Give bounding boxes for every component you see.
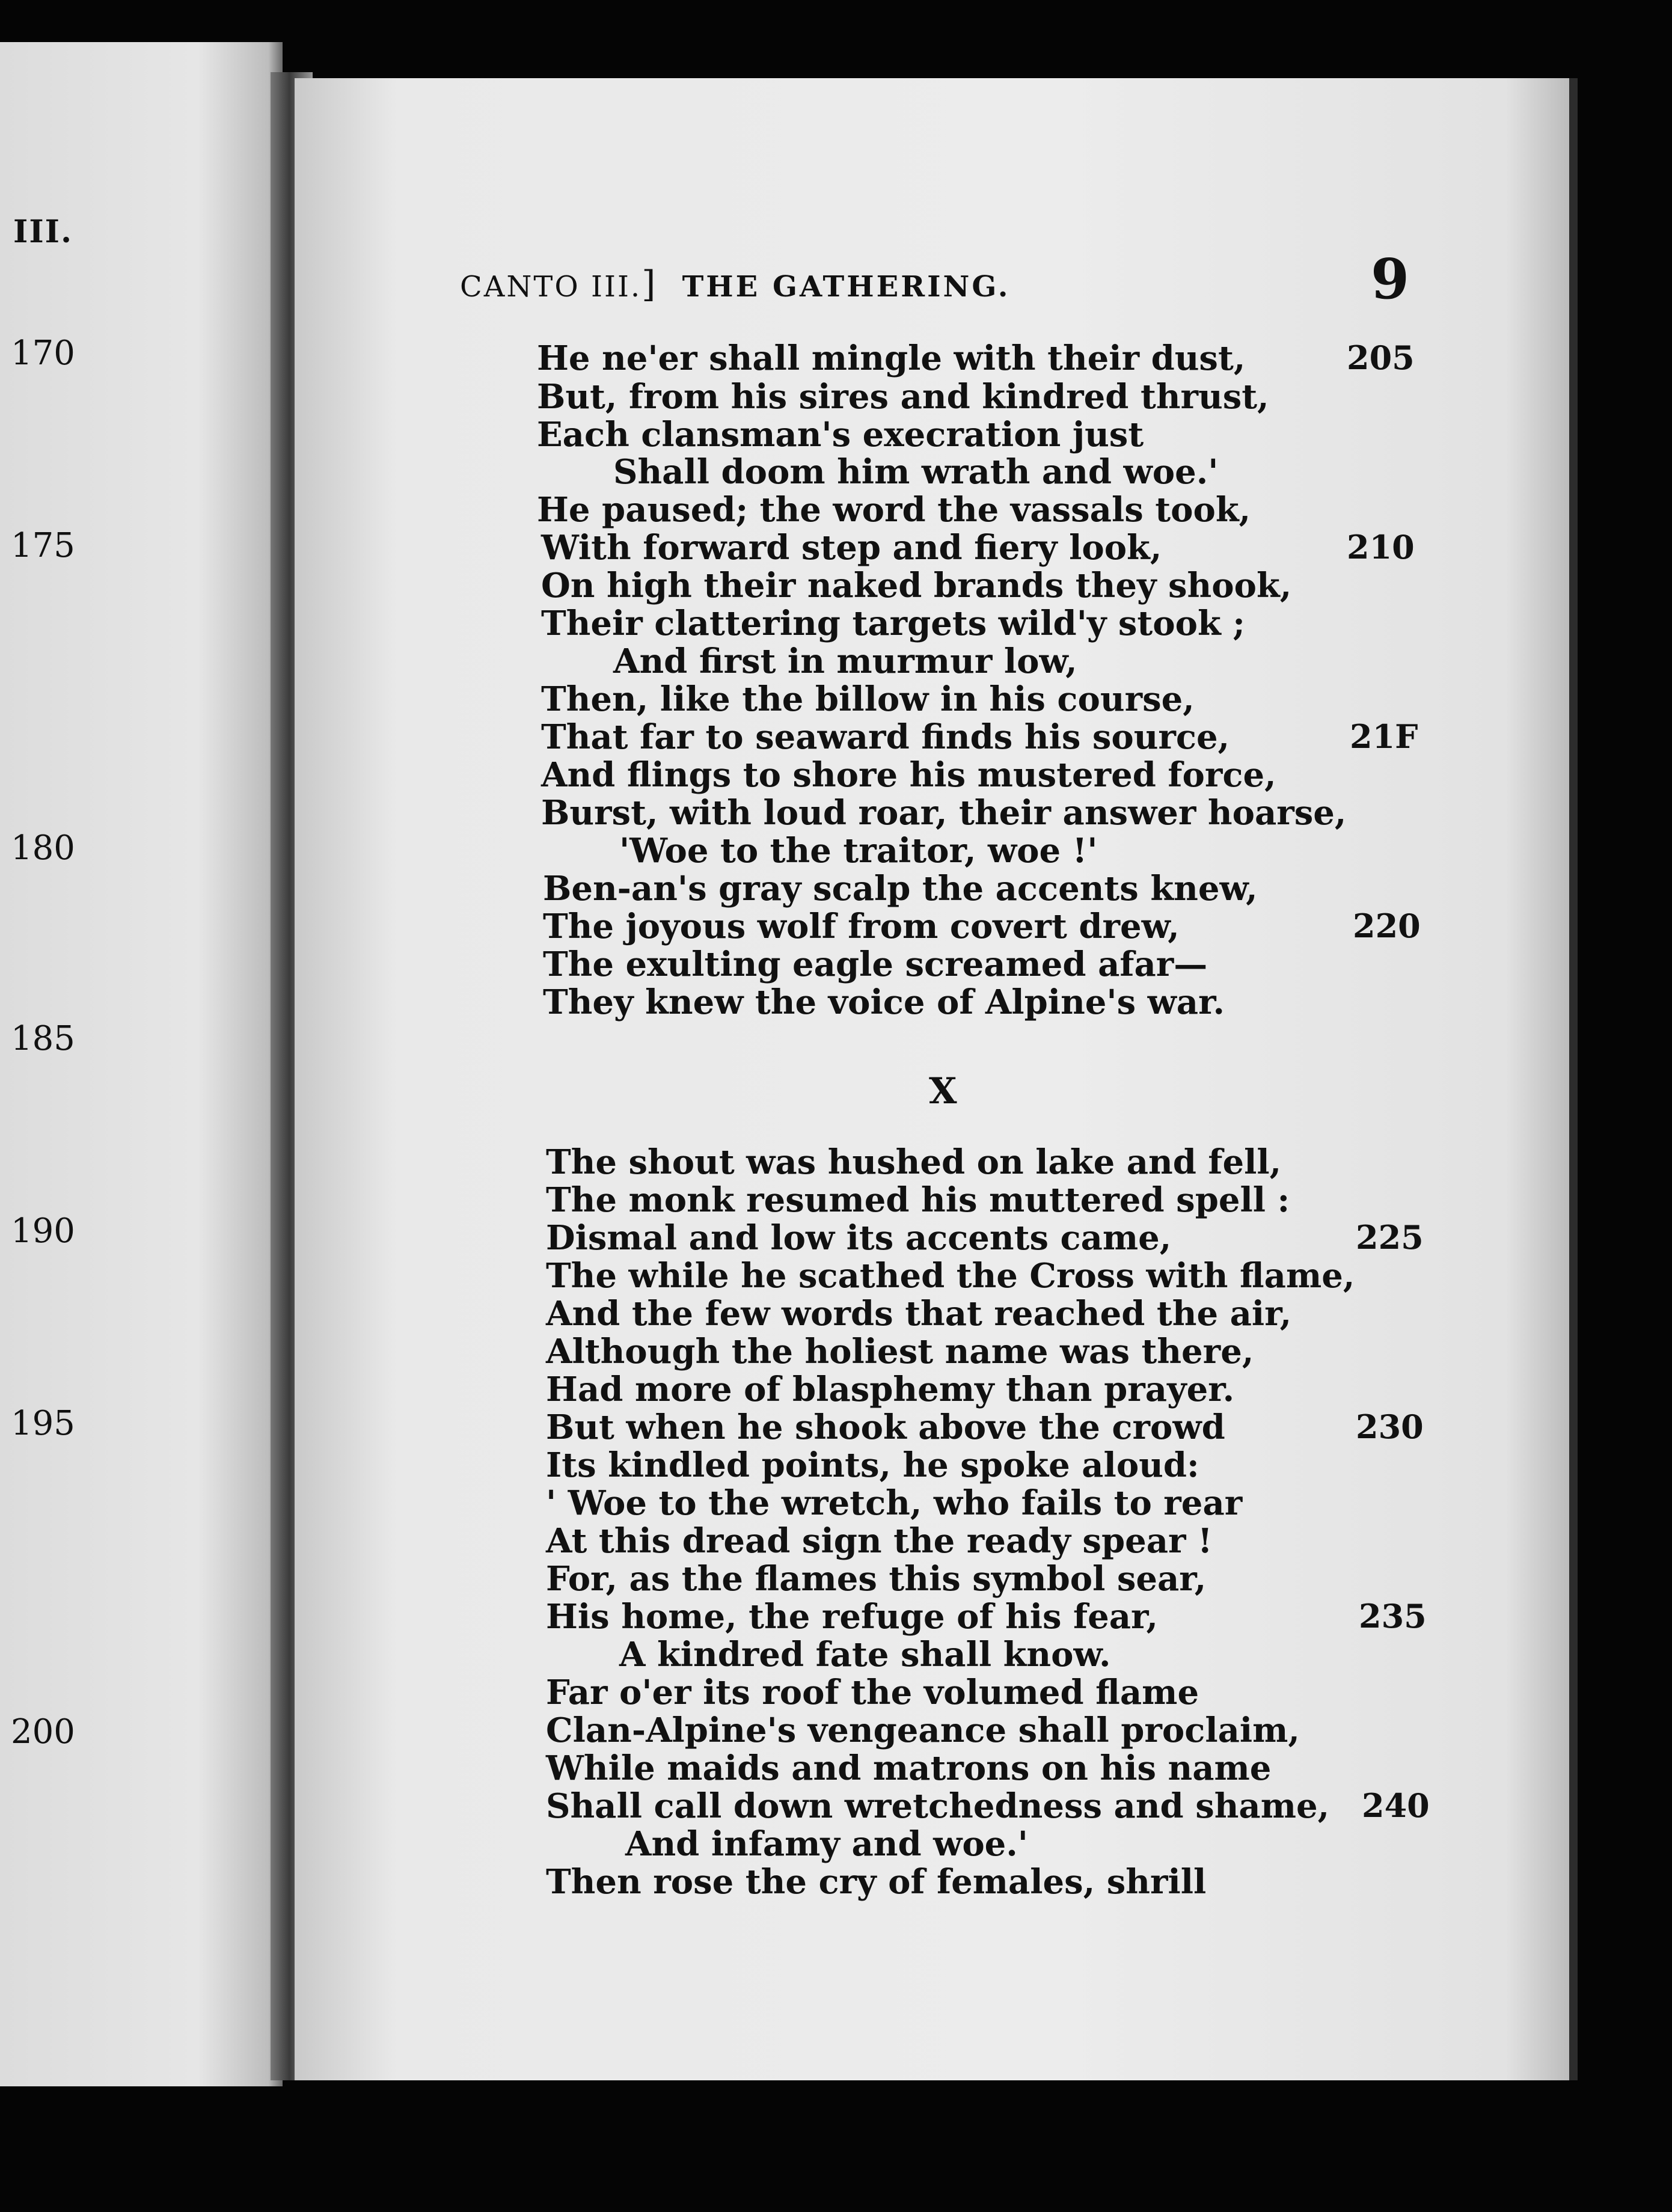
previous-page-header: III.	[13, 213, 73, 250]
verse-line: He paused; the word the vassals took,	[537, 490, 1251, 530]
verse-line: For, as the flames this symbol sear,	[546, 1559, 1207, 1599]
line-number: 210	[1347, 528, 1415, 566]
verse-line: Each clansman's execration just	[537, 415, 1144, 455]
verse-line: Shall call down wretchedness and shame,	[546, 1786, 1330, 1826]
line-number: 225	[1356, 1218, 1424, 1257]
verse-line: Although the holiest name was there,	[546, 1332, 1254, 1371]
previous-page-line-number: 180	[11, 829, 75, 868]
line-number: 220	[1353, 907, 1421, 945]
verse-line: His home, the refuge of his fear,	[546, 1597, 1158, 1637]
verse-line: Ben-an's gray scalp the accents knew,	[543, 869, 1258, 908]
chapter-title: THE GATHERING.	[682, 270, 1011, 304]
verse-line: ' Woe to the wretch, who fails to rear	[546, 1483, 1243, 1523]
previous-page-line-number: 175	[11, 526, 75, 565]
line-number: 235	[1359, 1597, 1427, 1635]
verse-line: That far to seaward finds his source,	[541, 717, 1230, 757]
verse-line: A kindred fate shall know.	[619, 1635, 1111, 1674]
verse-line: The while he scathed the Cross with flame,	[546, 1256, 1355, 1296]
verse-line: Its kindled points, he spoke aloud:	[546, 1445, 1199, 1485]
verse-line: Then rose the cry of females, shrill	[546, 1862, 1207, 1902]
line-number: 230	[1356, 1408, 1424, 1446]
line-number: 21F	[1350, 717, 1418, 756]
verse-line: 'Woe to the traitor, woe !'	[619, 831, 1098, 871]
previous-page-line-number: 195	[11, 1404, 75, 1443]
header-bracket: ]	[642, 263, 658, 305]
verse-line: With forward step and fiery look,	[541, 528, 1162, 568]
running-header	[460, 263, 1010, 305]
page-number: 9	[1371, 247, 1410, 311]
verse-line: At this dread sign the ready spear !	[546, 1521, 1213, 1561]
verse-line: But, from his sires and kindred thrust,	[537, 377, 1269, 417]
stanza-numeral: X	[929, 1070, 957, 1112]
verse-line: And the few words that reached the air,	[546, 1294, 1292, 1334]
verse-line: Their clattering targets wild'y stook ;	[541, 604, 1245, 643]
line-number: 205	[1347, 339, 1415, 377]
verse-line: And infamy and woe.'	[625, 1824, 1028, 1864]
verse-line: Shall doom him wrath and woe.'	[613, 452, 1219, 492]
previous-page-line-number: 190	[11, 1212, 75, 1251]
verse-line: Then, like the billow in his course,	[541, 679, 1195, 719]
verse-line: The exulting eagle screamed afar—	[543, 945, 1208, 984]
verse-line: They knew the voice of Alpine's war.	[543, 982, 1225, 1022]
verse-line: Had more of blasphemy than prayer.	[546, 1370, 1235, 1409]
previous-page-line-number: 170	[11, 334, 75, 373]
verse-line: While maids and matrons on his name	[546, 1748, 1272, 1788]
verse-line: Clan-Alpine's vengeance shall proclaim,	[546, 1711, 1300, 1750]
verse-line: But when he shook above the crowd	[546, 1408, 1225, 1447]
verse-line: He ne'er shall mingle with their dust,	[537, 339, 1246, 378]
verse-line: And flings to shore his mustered force,	[541, 755, 1276, 795]
line-number: 240	[1362, 1786, 1430, 1825]
verse-line: Burst, with loud roar, their answer hoarse,	[541, 793, 1347, 833]
verse-line: And first in murmur low,	[613, 642, 1077, 681]
verse-line: Dismal and low its accents came,	[546, 1218, 1172, 1258]
verse-line: The shout was hushed on lake and fell,	[546, 1142, 1282, 1182]
verse-line: The monk resumed his muttered spell :	[546, 1180, 1290, 1220]
previous-page-line-number: 185	[11, 1019, 75, 1058]
canto-label: CANTO III.	[460, 270, 642, 304]
previous-page-line-number: 200	[11, 1712, 75, 1751]
verse-line: The joyous wolf from covert drew,	[543, 907, 1180, 946]
verse-line: On high their naked brands they shook,	[541, 566, 1292, 605]
verse-line: Far o'er its roof the volumed flame	[546, 1673, 1199, 1712]
